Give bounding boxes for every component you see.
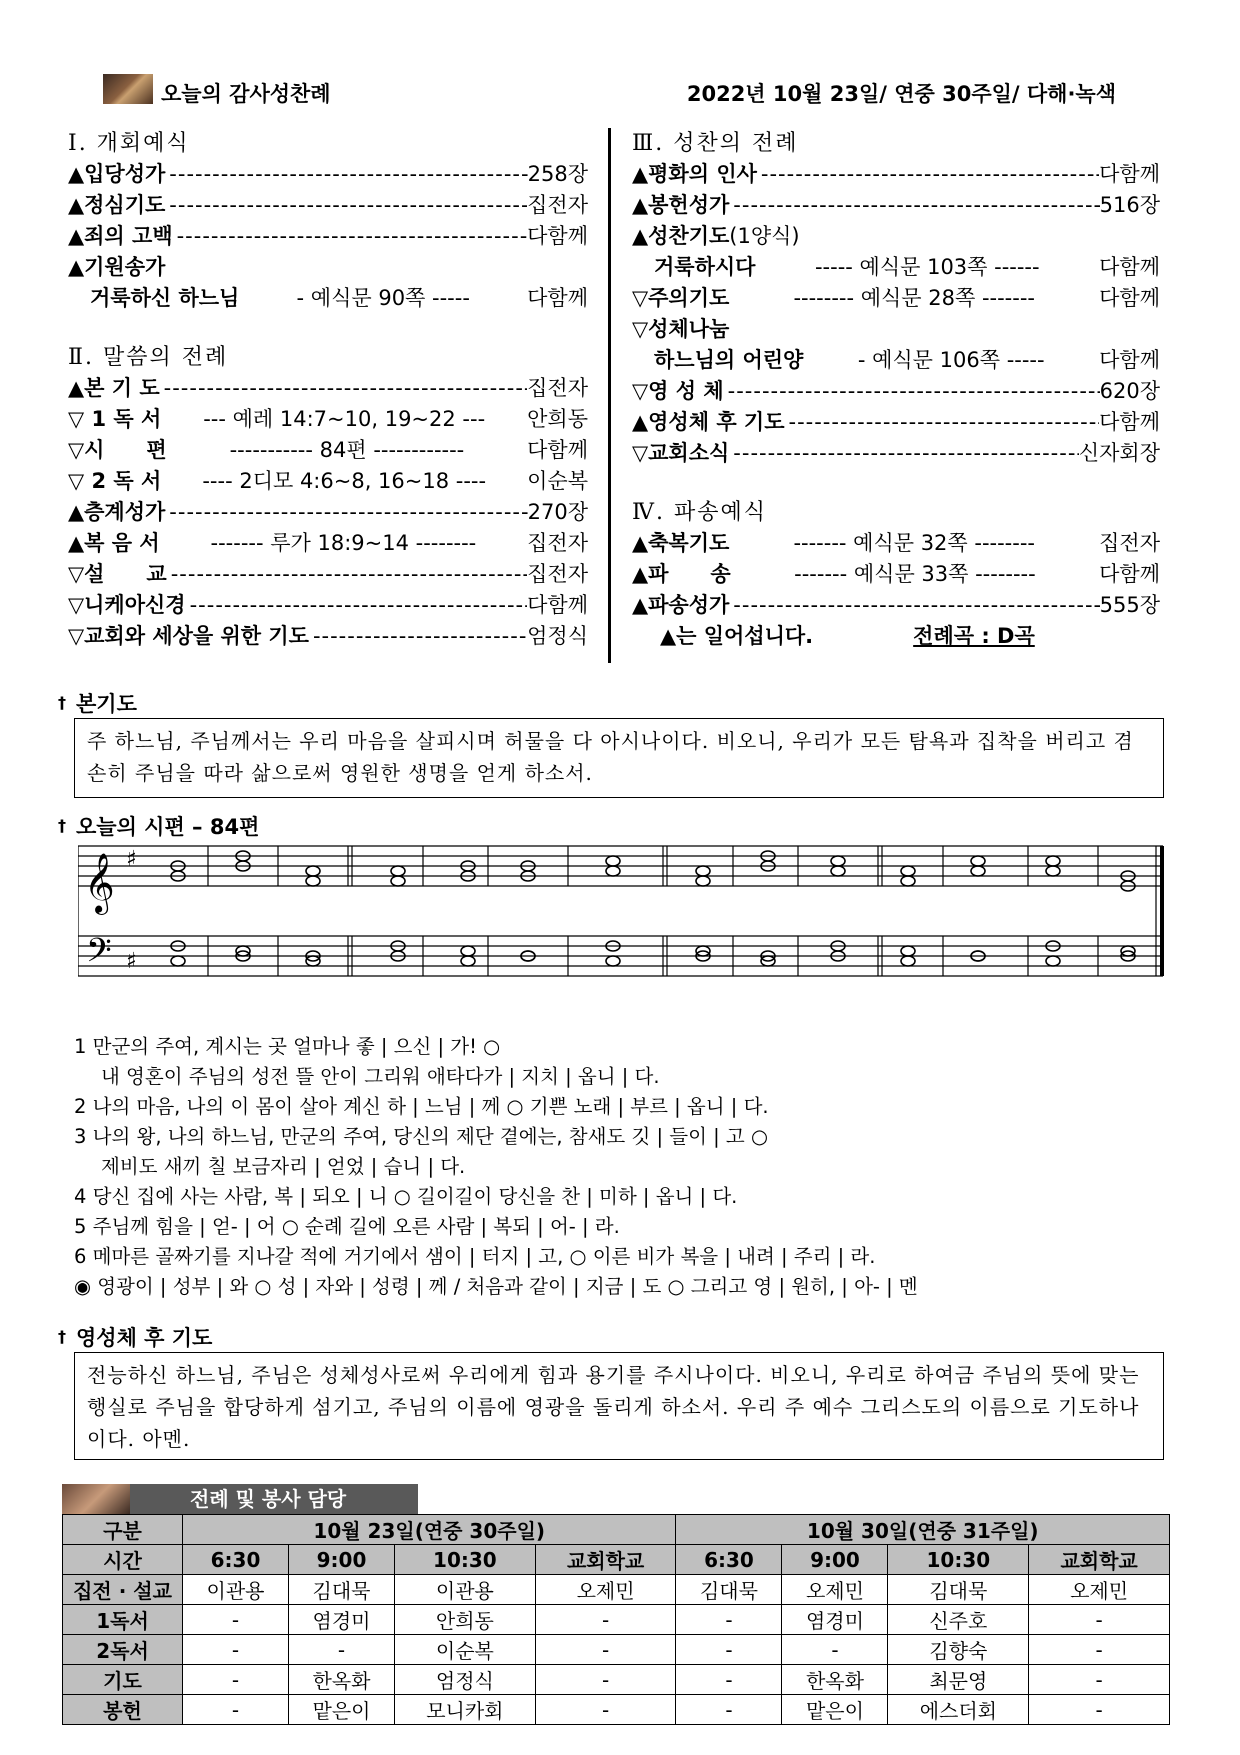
order-item-assignee: 이순복: [527, 469, 588, 493]
duty-heading: [62, 1484, 418, 1514]
note-head: [901, 876, 915, 886]
sharp-icon: ♯: [126, 949, 137, 974]
order-item: [68, 466, 588, 497]
duty-photo: [62, 1484, 130, 1514]
table-cell: 염경미: [782, 1605, 888, 1635]
order-right-column: [632, 128, 1160, 652]
psalm-verse: 제비도 새끼 칠 보금자리 | 얻었 | 습니 | 다.: [101, 1155, 466, 1178]
table-cell: -: [183, 1695, 289, 1725]
order-item-label: ▽ 2 독 서: [68, 469, 162, 493]
table-cell: -: [535, 1695, 676, 1725]
order-item-label: ▲죄의 고백: [68, 224, 173, 248]
order-item-detail: (1양식): [729, 224, 800, 248]
dot-leader: [165, 159, 527, 190]
order-item-assignee: 516장: [1099, 193, 1160, 217]
order-item: [632, 159, 1160, 190]
order-item-assignee: 다함께: [1099, 255, 1160, 279]
dot-leader: [729, 190, 1099, 221]
order-item-assignee: 620장: [1099, 379, 1160, 403]
order-item-assignee: 다함께: [1099, 562, 1160, 586]
duty-table: [62, 1514, 1170, 1725]
dot-leader: [165, 190, 527, 221]
dot-leader: [309, 621, 527, 652]
note-head: [391, 876, 405, 886]
table-cell: 에스더회: [888, 1695, 1029, 1725]
order-item: [68, 404, 588, 435]
table-header-cell: 구분: [63, 1515, 183, 1545]
order-item-assignee: 다함께: [1099, 162, 1160, 186]
postcommunion-heading: † 영성체 후 기도: [58, 1326, 213, 1350]
table-row: [63, 1545, 1170, 1575]
order-item-label: ▽교회소식: [632, 441, 730, 465]
order-item: [68, 497, 588, 528]
psalm-verse: 1 만군의 주여, 계시는 곳 얼마나 좋 | 으신 | 가! ○: [74, 1035, 501, 1058]
treble-clef-icon: 𝄞: [84, 853, 115, 913]
table-cell: -: [1029, 1635, 1170, 1665]
table-row: [63, 1635, 1170, 1665]
table-cell: -: [676, 1665, 782, 1695]
table-row: [63, 1695, 1170, 1725]
order-item-label: ▲영성체 후 기도: [632, 410, 785, 434]
table-cell: -: [676, 1605, 782, 1635]
order-item-label: ▽교회와 세상을 위한 기도: [68, 624, 309, 648]
order-item-detail: ------- 예식문 32쪽 --------: [793, 531, 1035, 555]
note-head: [971, 856, 985, 866]
dot-leader: [167, 559, 527, 590]
table-row-label: 봉헌: [63, 1695, 183, 1725]
table-header-cell: 시간: [63, 1545, 183, 1575]
table-cell: 염경미: [289, 1605, 395, 1635]
bulletin-header: [103, 72, 1160, 108]
table-cell: 맡은이: [289, 1695, 395, 1725]
order-item: [632, 590, 1160, 621]
order-item: [632, 314, 1160, 345]
psalm-heading: † 오늘의 시편 – 84편: [58, 815, 260, 839]
table-cell: 김대묵: [888, 1575, 1029, 1605]
order-item-detail: - 예식문 90쪽 -----: [296, 286, 470, 310]
order-item-assignee: 집전자: [527, 376, 588, 400]
order-item-assignee: 집전자: [1099, 531, 1160, 555]
table-cell: 이관용: [395, 1575, 536, 1605]
footnote-row: [632, 621, 1160, 652]
order-item-detail: ----- 예식문 103쪽 ------: [814, 255, 1040, 279]
order-item-detail: - 예식문 106쪽 -----: [857, 348, 1045, 372]
note-head: [171, 956, 185, 966]
psalm-music-staff: [78, 838, 1168, 998]
table-row-label: 1독서: [63, 1605, 183, 1635]
order-item-assignee: 다함께: [527, 286, 588, 310]
order-item-label: ▽설 교: [68, 562, 167, 586]
section-rows: [632, 159, 1160, 469]
order-item: [632, 407, 1160, 438]
order-item-label: ▲층계성가: [68, 500, 166, 524]
postcommunion-text: 전능하신 하느님, 주님은 성체성사로써 우리에게 힘과 용기를 주시나이다. 비오니, 우리로 하여금 주님의 뜻에 맞는 행실로 주님을 합당하게 섬기고, 주님의 이름에 영광을 돌리게 하소서. 우리 주 예수 그리스도의 이름으로 기도하나이다. 아멘.: [74, 1352, 1164, 1460]
psalm-verse: 2 나의 마음, 나의 이 몸이 살아 계신 하 | 느님 | 께 ○ 기쁜 노래 | 부르 | 옵니 | 다.: [74, 1095, 769, 1118]
psalm-verse: 5 주님께 힘을 | 얻- | 어 ○ 순례 길에 오른 사람 | 복되 | 어- | 라.: [74, 1215, 620, 1238]
stand-note: ▲는 일어섭니다.: [660, 624, 814, 648]
dot-leader: [729, 590, 1099, 621]
order-item-assignee: 다함께: [1099, 410, 1160, 434]
table-cell: 이순복: [395, 1635, 536, 1665]
dot-leader: [785, 407, 1100, 438]
note-head: [1046, 866, 1060, 876]
table-cell: 이관용: [183, 1575, 289, 1605]
duty-heading-label: 전례 및 봉사 담당: [130, 1484, 418, 1514]
section-rows: [632, 528, 1160, 621]
table-header-cell: 10월 23일(연중 30주일): [183, 1515, 676, 1545]
note-head: [831, 866, 845, 876]
order-item-detail: ------- 루가 18:9~14 --------: [210, 531, 477, 555]
order-item-assignee: 집전자: [527, 562, 588, 586]
table-header-cell: 9:00: [289, 1545, 395, 1575]
section-heading: Ⅳ. 파송예식: [632, 500, 767, 525]
cross-icon: †: [58, 1327, 66, 1346]
header-photo: [103, 74, 153, 104]
order-item: [68, 621, 588, 652]
section-rows: [68, 159, 588, 314]
table-cell: 모니카회: [395, 1695, 536, 1725]
order-item: [632, 221, 1160, 252]
table-header-cell: 10:30: [395, 1545, 536, 1575]
cross-icon: †: [58, 816, 66, 835]
order-item-assignee: 다함께: [527, 224, 588, 248]
order-item-label: ▽니케아신경: [68, 593, 186, 617]
order-item: [632, 376, 1160, 407]
psalm-verse: 4 당신 집에 사는 사람, 복 | 되오 | 니 ○ 길이길이 당신을 찬 | 미하 | 옵니 | 다.: [74, 1185, 738, 1208]
table-row-label: 2독서: [63, 1635, 183, 1665]
cross-icon: †: [58, 693, 66, 712]
note-head: [1046, 956, 1060, 966]
order-item: [68, 159, 588, 190]
order-left-column: [68, 128, 588, 652]
order-item: [68, 190, 588, 221]
dot-leader: [173, 221, 528, 252]
table-header-cell: 10월 30일(연중 31주일): [676, 1515, 1170, 1545]
table-cell: 엄정식: [395, 1665, 536, 1695]
dot-leader: [724, 376, 1100, 407]
note-head: [461, 946, 475, 956]
section-heading: Ⅲ. 성찬의 전례: [632, 131, 799, 156]
note-head: [391, 866, 405, 876]
column-divider: [608, 128, 611, 663]
order-item-detail: ---- 2디모 4:6~8, 16~18 ----: [202, 469, 487, 493]
order-item-detail: --- 예레 14:7~10, 19~22 ---: [203, 407, 486, 431]
section-heading: Ⅱ. 말씀의 전례: [68, 345, 229, 370]
order-item-assignee: 안희동: [527, 407, 588, 431]
note-head: [606, 956, 620, 966]
section-rows: [68, 373, 588, 652]
order-item-label: ▽시 편: [68, 438, 167, 462]
order-item-assignee: 신자회장: [1078, 441, 1160, 465]
table-header-cell: 교회학교: [1029, 1545, 1170, 1575]
tune-note: 전례곡 : D곡: [913, 624, 1035, 648]
note-head: [306, 866, 320, 876]
table-cell: 한옥화: [289, 1665, 395, 1695]
psalm-verse: 내 영혼이 주님의 성전 뜰 안이 그리워 애타다가 | 지치 | 옵니 | 다.: [101, 1065, 660, 1088]
order-item-label: 거룩하신 하느님: [90, 286, 240, 310]
order-item-label: ▲정심기도: [68, 193, 166, 217]
order-item: [632, 283, 1160, 314]
order-item-label: ▽주의기도: [632, 286, 730, 310]
note-head: [1046, 856, 1060, 866]
table-cell: -: [535, 1665, 676, 1695]
order-item-label: ▲평화의 인사: [632, 162, 757, 186]
order-item-label: ▽ 1 독 서: [68, 407, 162, 431]
note-head: [901, 956, 915, 966]
table-row-label: 집전 · 설교: [63, 1575, 183, 1605]
bass-clef-icon: 𝄢: [86, 932, 112, 978]
note-head: [901, 946, 915, 956]
order-item-label: 하느님의 어린양: [654, 348, 804, 372]
order-item-label: ▲파 송: [632, 562, 731, 586]
psalm-lyrics: [74, 1032, 918, 1302]
order-item-assignee: 555장: [1099, 593, 1160, 617]
psalm-verse: 3 나의 왕, 나의 하느님, 만군의 주여, 당신의 제단 곁에는, 참새도 깃 | 들이 | 고 ○: [74, 1125, 768, 1148]
table-cell: -: [289, 1635, 395, 1665]
psalm-verse: ◉ 영광이 | 성부 | 와 ○ 성 | 자와 | 성령 | 께 / 처음과 같이 | 지금 | 도 ○ 그리고 영 | 원히, | 아- | 멘: [74, 1275, 918, 1298]
order-item-label: ▽영 성 체: [632, 379, 724, 403]
table-row: [63, 1605, 1170, 1635]
note-head: [831, 856, 845, 866]
dot-leader: [160, 373, 528, 404]
note-head: [606, 856, 620, 866]
table-cell: -: [782, 1635, 888, 1665]
order-item: [68, 590, 588, 621]
table-row: [63, 1575, 1170, 1605]
order-item-label: ▲파송성가: [632, 593, 730, 617]
order-item: [68, 435, 588, 466]
table-cell: 김향숙: [888, 1635, 1029, 1665]
order-item: [68, 283, 588, 314]
section-heading: Ⅰ. 개회예식: [68, 131, 190, 156]
note-head: [606, 866, 620, 876]
table-cell: -: [676, 1635, 782, 1665]
table-header-cell: 6:30: [676, 1545, 782, 1575]
order-item-label: ▽성체나눔: [632, 317, 730, 341]
psalm-verse: 6 메마른 골짜기를 지나갈 적에 거기에서 샘이 | 터지 | 고, ○ 이른 비가 복을 | 내려 | 주리 | 라.: [74, 1245, 876, 1268]
order-item-label: ▲복 음 서: [68, 531, 160, 555]
table-header-cell: 10:30: [888, 1545, 1029, 1575]
table-row-label: 기도: [63, 1665, 183, 1695]
collect-text: 주 하느님, 주님께서는 우리 마음을 살피시며 허물을 다 아시나이다. 비오니, 우리가 모든 탐욕과 집착을 버리고 겸손히 주님을 따라 삶으로써 영원한 생명을 얻게 하소서.: [74, 718, 1164, 798]
dot-leader: [729, 438, 1079, 469]
table-cell: -: [1029, 1605, 1170, 1635]
order-item: [68, 373, 588, 404]
order-item: [632, 345, 1160, 376]
order-item-assignee: 집전자: [527, 531, 588, 555]
table-header-cell: 교회학교: [535, 1545, 676, 1575]
table-cell: -: [676, 1695, 782, 1725]
table-cell: -: [183, 1605, 289, 1635]
table-row: [63, 1665, 1170, 1695]
order-item-label: ▲입당성가: [68, 162, 166, 186]
order-item: [632, 559, 1160, 590]
table-cell: 오제민: [1029, 1575, 1170, 1605]
note-head: [306, 876, 320, 886]
order-item-detail: -------- 예식문 28쪽 -------: [793, 286, 1035, 310]
note-head: [696, 876, 710, 886]
table-cell: -: [535, 1605, 676, 1635]
order-item-label: ▲기원송가: [68, 255, 166, 279]
order-item: [632, 438, 1160, 469]
table-cell: 한옥화: [782, 1665, 888, 1695]
dot-leader: [186, 590, 528, 621]
order-item-assignee: 엄정식: [527, 624, 588, 648]
order-item: [68, 252, 588, 283]
order-item: [68, 528, 588, 559]
collect-heading: † 본기도: [58, 692, 137, 716]
note-head: [461, 956, 475, 966]
order-item-assignee: 집전자: [527, 193, 588, 217]
table-cell: 맡은이: [782, 1695, 888, 1725]
order-item-assignee: 다함께: [527, 593, 588, 617]
table-header-cell: 6:30: [183, 1545, 289, 1575]
table-cell: -: [1029, 1695, 1170, 1725]
table-cell: 김대묵: [289, 1575, 395, 1605]
table-cell: 김대묵: [676, 1575, 782, 1605]
sharp-icon: ♯: [126, 847, 137, 872]
table-cell: 오제민: [535, 1575, 676, 1605]
note-head: [901, 866, 915, 876]
order-item: [68, 559, 588, 590]
table-header-cell: 9:00: [782, 1545, 888, 1575]
order-item-assignee: 다함께: [527, 438, 588, 462]
order-item-label: ▲축복기도: [632, 531, 730, 555]
dot-leader: [757, 159, 1099, 190]
order-item: [632, 252, 1160, 283]
table-cell: 오제민: [782, 1575, 888, 1605]
table-cell: -: [535, 1635, 676, 1665]
order-item: [632, 528, 1160, 559]
order-item-assignee: 다함께: [1099, 348, 1160, 372]
table-cell: -: [183, 1665, 289, 1695]
table-cell: -: [183, 1635, 289, 1665]
note-head: [696, 866, 710, 876]
order-item-label: ▲성찬기도: [632, 224, 730, 248]
order-item: [632, 190, 1160, 221]
service-date: 2022년 10월 23일/ 연중 30주일/ 다해·녹색: [686, 82, 1116, 106]
dot-leader: [165, 497, 527, 528]
table-row: [63, 1515, 1170, 1545]
order-item-assignee: 258장: [527, 162, 588, 186]
note-head: [971, 866, 985, 876]
order-item: [68, 221, 588, 252]
order-item-label: ▲본 기 도: [68, 376, 160, 400]
table-cell: 안희동: [395, 1605, 536, 1635]
order-item-detail: ----------- 84편 ------------: [229, 438, 465, 462]
table-cell: 최문영: [888, 1665, 1029, 1695]
order-item-label: ▲봉헌성가: [632, 193, 730, 217]
order-item-label: 거룩하시다: [654, 255, 756, 279]
table-cell: -: [1029, 1665, 1170, 1695]
table-cell: 신주호: [888, 1605, 1029, 1635]
order-item-assignee: 270장: [527, 500, 588, 524]
order-item-assignee: 다함께: [1099, 286, 1160, 310]
bulletin-title: 오늘의 감사성찬례: [161, 82, 331, 106]
order-item-detail: ------- 예식문 33쪽 --------: [794, 562, 1036, 586]
